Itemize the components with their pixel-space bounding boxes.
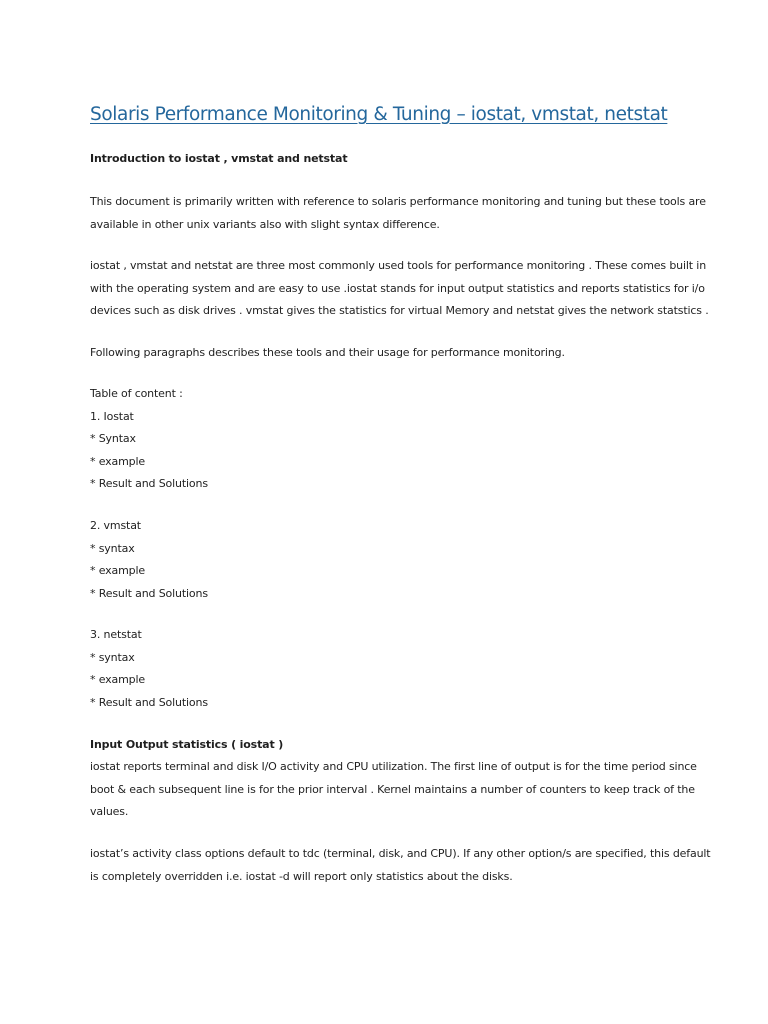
paragraph-2 (90, 255, 709, 323)
paragraph-1-line: available in other unix variants also with slight syntax difference. (90, 217, 440, 231)
toc-section-2 (90, 515, 680, 605)
toc-section-title: 2. vmstat (90, 519, 141, 532)
toc-section-title: 3. netstat (90, 628, 142, 641)
paragraph-5 (90, 843, 711, 888)
toc-item: * syntax (90, 650, 135, 664)
table-of-contents (90, 383, 680, 496)
toc-item: * syntax (90, 541, 135, 555)
paragraph-2-line: iostat , vmstat and netstat are three most commonly used tools for performance monitoring . These comes built in (90, 259, 707, 272)
paragraph-4 (90, 756, 697, 824)
document-title: Solaris Performance Monitoring & Tuning – iostat, vmstat, netstat (90, 104, 668, 125)
paragraph-5-line: iostat’s activity class options default to tdc (terminal, disk, and CPU). If any other option/s are specified, this default (90, 847, 711, 860)
toc-item: * Syntax (90, 432, 136, 445)
paragraph-5-line: is completely overridden i.e. iostat -d will report only statistics about the disks. (90, 869, 513, 883)
paragraph-2-line: with the operating system and are easy to use .iostat stands for input output statistics and reports statistics for i/o (90, 281, 705, 295)
paragraph-3: Following paragraphs describes these tools and their usage for performance monitoring. (90, 346, 565, 359)
paragraph-1 (90, 191, 706, 236)
toc-section-title: 1. Iostat (90, 409, 134, 423)
toc-item: * example (90, 454, 145, 468)
paragraph-4-line: iostat reports terminal and disk I/O activity and CPU utilization. The first line of output is for the time period since (90, 760, 697, 773)
toc-item: * example (90, 673, 145, 686)
toc-item: * Result and Solutions (90, 477, 208, 490)
iostat-heading: Input Output statistics ( iostat ) (90, 738, 284, 751)
toc-item: * example (90, 564, 145, 577)
paragraph-1-line: This document is primarily written with reference to solaris performance monitoring and tuning but these tools are (90, 195, 706, 208)
intro-heading: Introduction to iostat , vmstat and netstat (90, 152, 348, 165)
toc-item: * Result and Solutions (90, 695, 208, 709)
paragraph-4-line: values. (90, 805, 129, 818)
toc-section-3 (90, 624, 680, 714)
toc-item: * Result and Solutions (90, 586, 208, 600)
paragraph-4-line: boot & each subsequent line is for the prior interval . Kernel maintains a number of counters to keep track of the (90, 782, 695, 796)
toc-heading: Table of content : (90, 387, 183, 400)
paragraph-2-line: devices such as disk drives . vmstat gives the statistics for virtual Memory and netstat gives the network statstics . (90, 304, 709, 317)
